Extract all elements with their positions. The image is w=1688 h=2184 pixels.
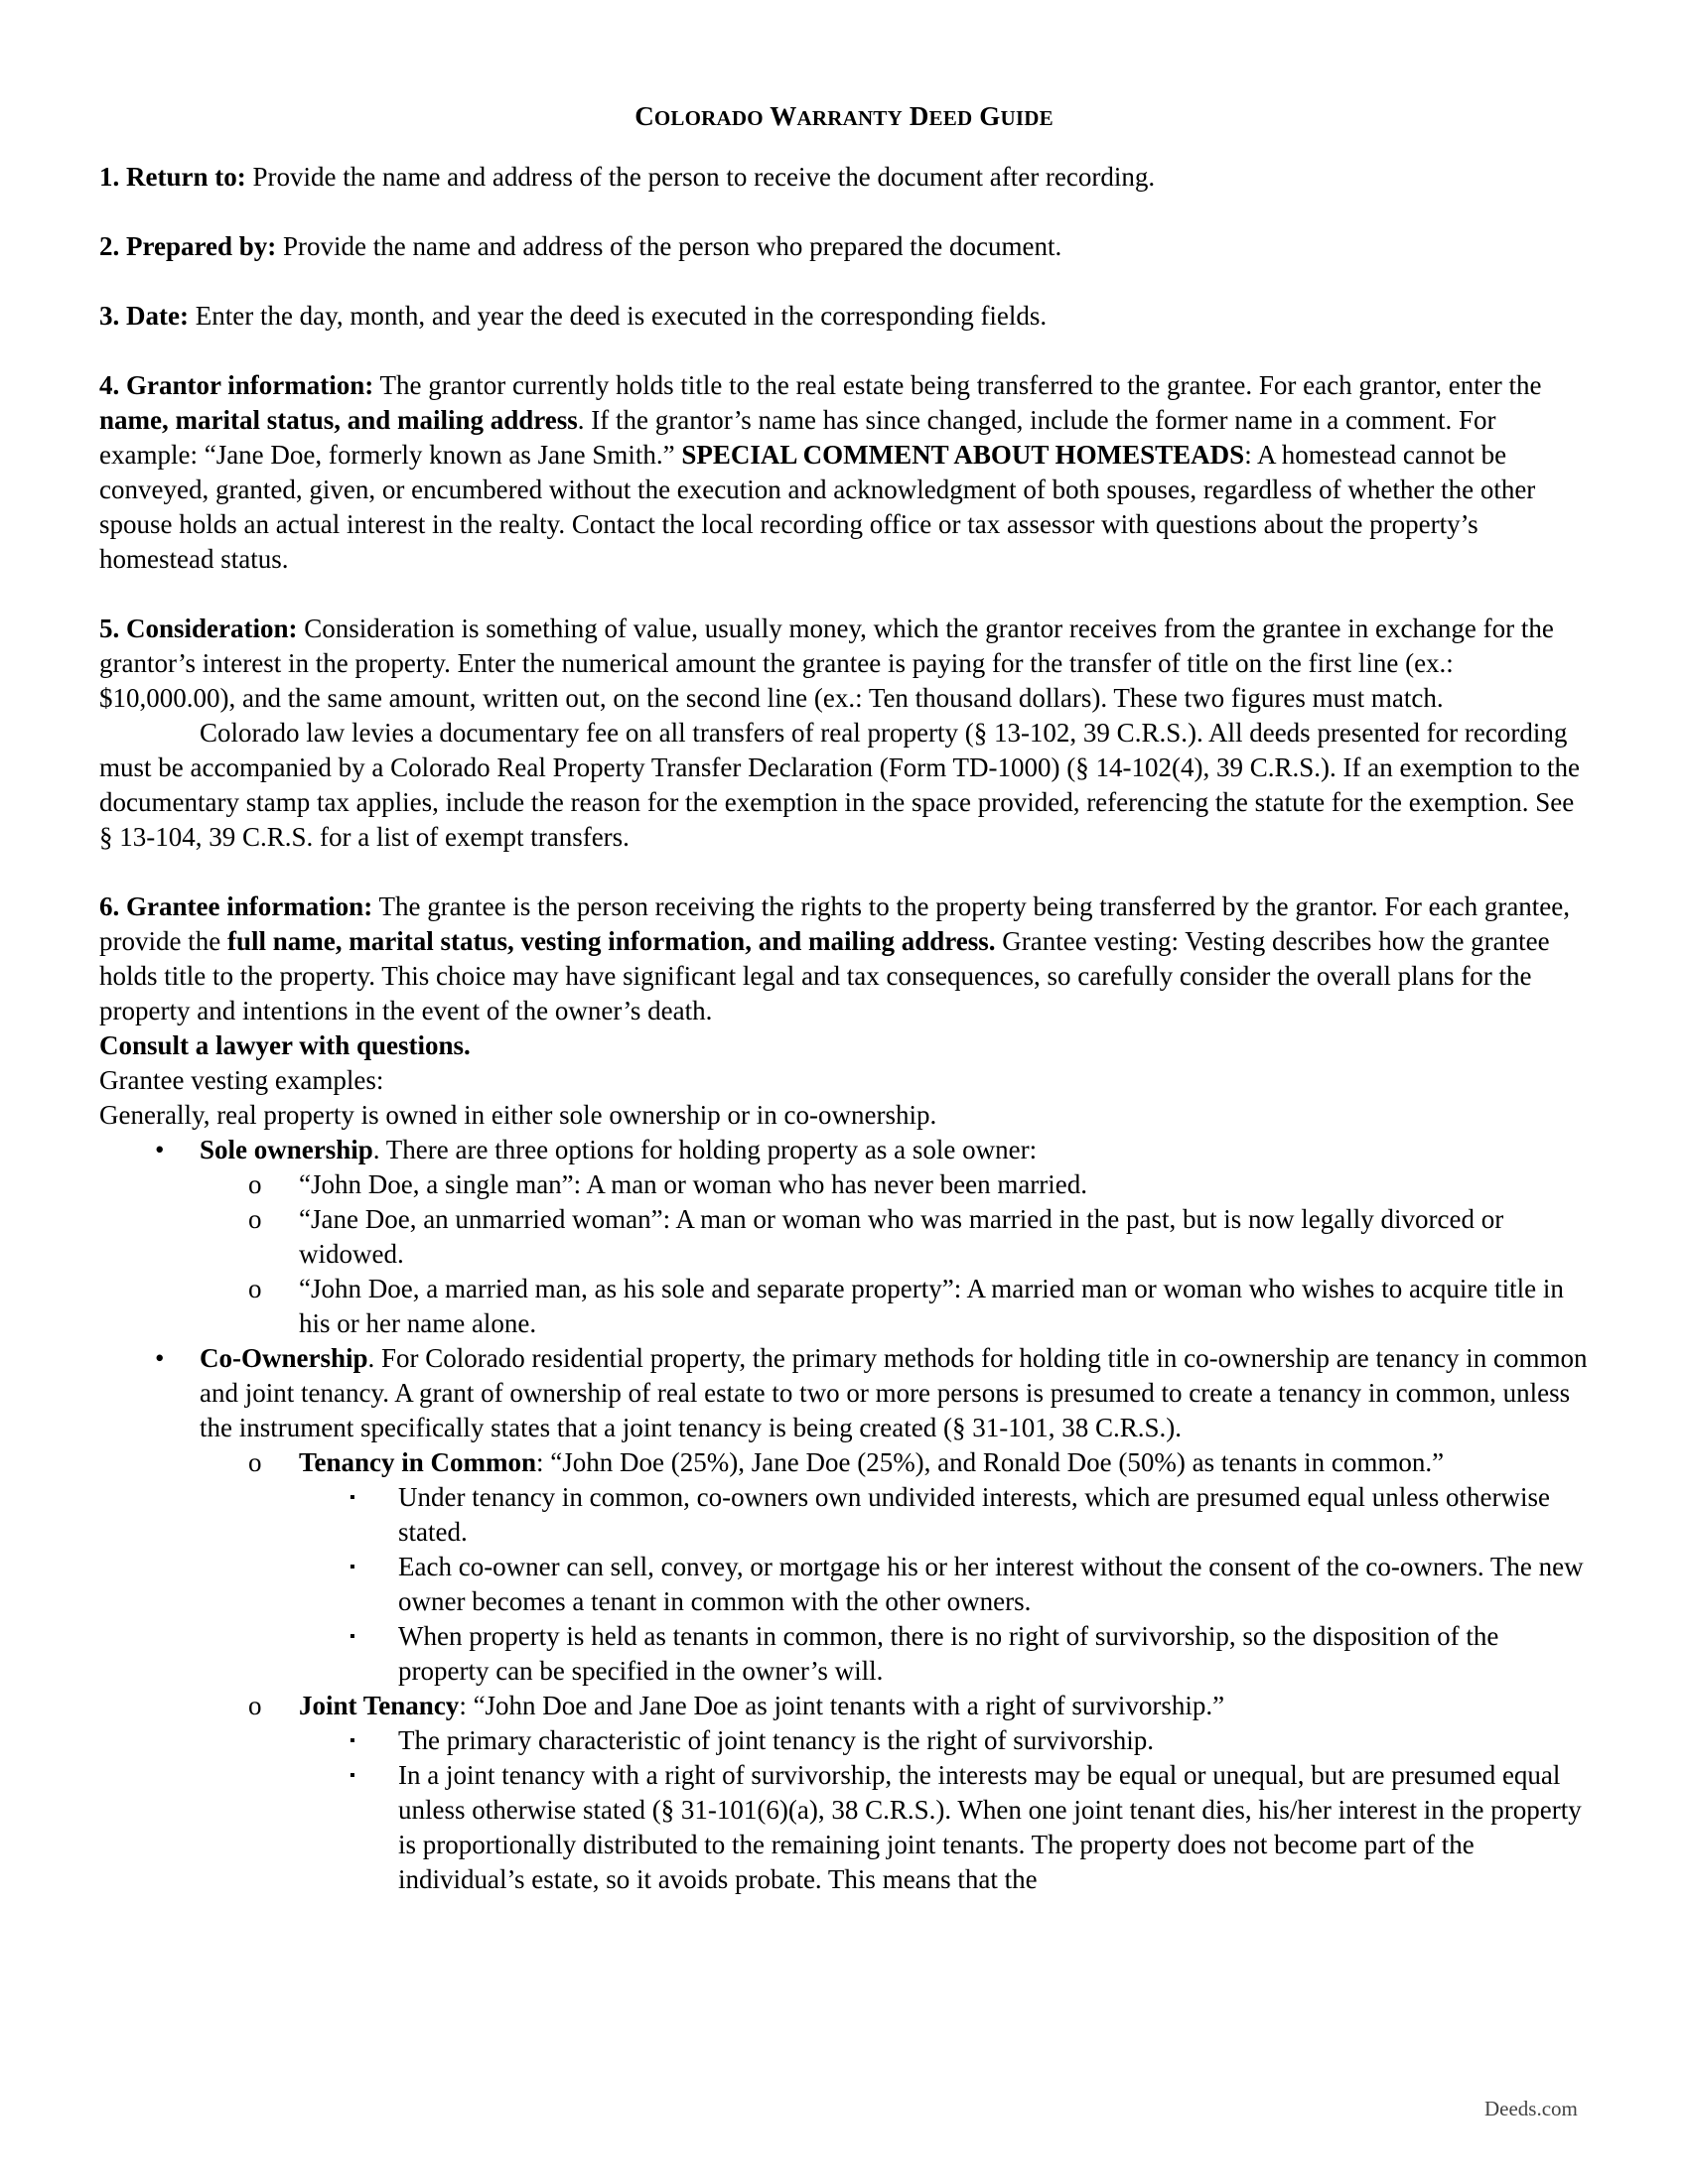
list-item-joint-tenancy: o Joint Tenancy: “John Doe and Jane Doe as joint tenants with a right of survivorship.” [99,1689,1589,1723]
circle-marker: o [248,1447,262,1477]
page-title: COLORADO WARRANTY DEED GUIDE [634,101,1054,131]
list-item-tic-survivorship: ▪ When property is held as tenants in common, there is no right of survivorship, so the disposition of the property can be specified in the owner’s will. [350,1621,1499,1686]
list-item-tenancy-in-common: o Tenancy in Common: “John Doe (25%), Jane Doe (25%), and Ronald Doe (50%) as tenants in common.” [99,1445,1589,1480]
list-item-tic-undivided: ▪ Under tenancy in common, co-owners own undivided interests, which are presumed equal unless otherwise stated. [350,1482,1550,1547]
circle-marker: o [248,1274,262,1303]
list-item-co-ownership: • Co-Ownership. For Colorado residential property, the primary methods for holding title in co-ownership are tenancy in common and joint tenancy. A grant of ownership of real estate to two or more persons is presumed to create a tenancy in common, unless the instrument specifically states that a joint tenancy is being created (§ 31-101, 38 C.R.S.). [155,1343,1588,1442]
section-prepared-by: 2. Prepared by: Provide the name and address of the person who prepared the document. [99,231,1062,261]
square-marker: ▪ [350,1767,355,1784]
bullet-marker: • [155,1135,165,1164]
list-item-sole-ownership: • Sole ownership. There are three options for holding property as a sole owner: [99,1133,1589,1167]
list-item-married-man: o “John Doe, a married man, as his sole and separate property”: A married man or woman who wishes to acquire title in his or her name alone. [248,1274,1564,1338]
documentary-fee-paragraph: Colorado law levies a documentary fee on all transfers of real property (§ 13-102, 39 C.R.S.). All deeds presented for recording must be accompanied by a Colorado Real Property Transfer Declaration (Form TD-1000) (§ 14-102(4), 39 C.R.S.). If an exemption to the documentary stamp tax applies, include the reason for the exemption in the space provided, referencing the statute for the exemption. See § 13-104, 39 C.R.S. for a list of exempt transfers. [99,718,1580,852]
circle-marker: o [248,1204,262,1234]
footer-brand: Deeds.com [1484,2097,1578,2120]
square-marker: ▪ [350,1732,355,1749]
vesting-examples-heading: Grantee vesting examples: [99,1065,384,1095]
section-date: 3. Date: Enter the day, month, and year the deed is executed in the corresponding fields. [99,301,1048,331]
circle-marker: o [248,1169,262,1199]
list-item-tic-sell: ▪ Each co-owner can sell, convey, or mortgage his or her interest without the consent of the co-owners. The new owner becomes a tenant in common with the other owners. [350,1552,1584,1616]
section-grantee-information: 6. Grantee information: The grantee is the person receiving the rights to the property being transferred by the grantor. For each grantee, provide the full name, marital status, vesting information, and mailing address. Grantee vesting: Vesting describes how the grantee holds title to the property. This choice may have significant legal and tax consequences, so carefully consider the overall plans for the property and intentions in the event of the owner’s death. [99,891,1571,1025]
section-return-to: 1. Return to: Provide the name and address of the person to receive the document after recording. [99,162,1156,192]
document-body [99,99,1589,1897]
square-marker: ▪ [350,1628,355,1645]
square-marker: ▪ [350,1489,355,1506]
consult-lawyer-note: Consult a lawyer with questions. [99,1030,471,1060]
square-marker: ▪ [350,1559,355,1575]
bullet-marker: • [155,1343,165,1373]
section-consideration: 5. Consideration: Consideration is something of value, usually money, which the grantor receives from the grantee in exchange for the grantor’s interest in the property. Enter the numerical amount the grantee is paying for the transfer of title on the first line (ex.: $10,000.00), and the same amount, written out, on the second line (ex.: Ten thousand dollars). These two figures must match. [99,614,1554,713]
list-item-single-man: o “John Doe, a single man”: A man or woman who has never been married. [99,1167,1589,1202]
list-item-unmarried-woman: o “Jane Doe, an unmarried woman”: A man or woman who was married in the past, but is now legally divorced or widowed. [248,1204,1504,1269]
circle-marker: o [248,1691,262,1720]
list-item-jt-interests: ▪ In a joint tenancy with a right of survivorship, the interests may be equal or unequal, but are presumed equal unless otherwise stated (§ 31-101(6)(a), 38 C.R.S.). When one joint tenant dies, his/her interest in the property is proportionally distributed to the remaining joint tenants. The property does not become part of the individual’s estate, so it avoids probate. This means that the [350,1760,1582,1894]
list-item-jt-survivorship: ▪ The primary characteristic of joint tenancy is the right of survivorship. [99,1723,1589,1758]
ownership-intro: Generally, real property is owned in either sole ownership or in co-ownership. [99,1100,937,1130]
section-grantor-information: 4. Grantor information: The grantor currently holds title to the real estate being transferred to the grantee. For each grantor, enter the name, marital status, and mailing address. If the grantor’s name has since changed, include the former name in a comment. For example: “Jane Doe, formerly known as Jane Smith.” SPECIAL COMMENT ABOUT HOMESTEADS: A homestead cannot be conveyed, granted, given, or encumbered without the execution and acknowledgment of both spouses, regardless of whether the other spouse holds an actual interest in the realty. Contact the local recording office or tax assessor with questions about the property’s homestead status. [99,370,1542,574]
